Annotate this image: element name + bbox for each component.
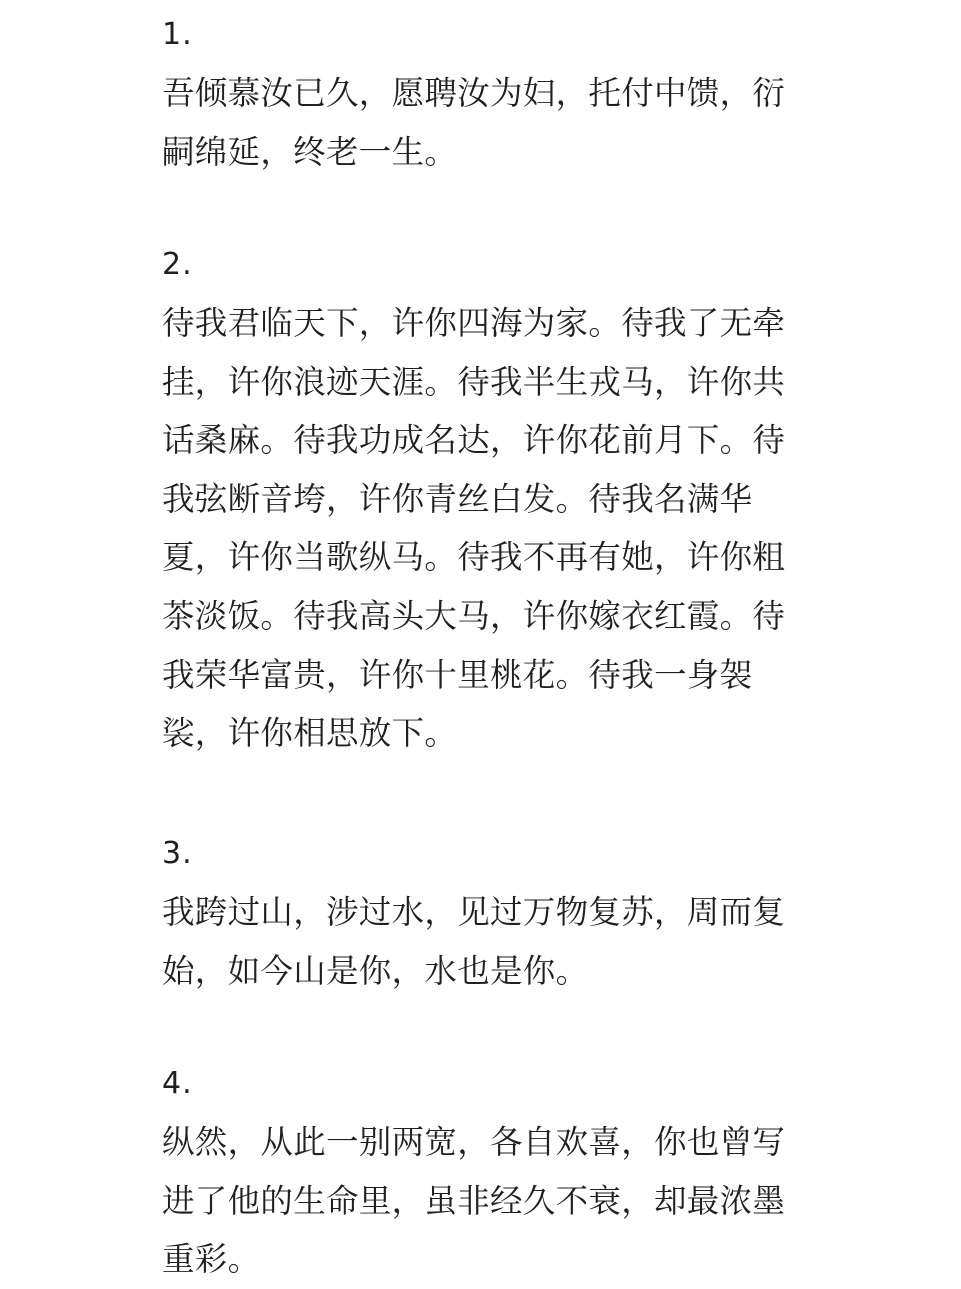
section-number: 2. — [162, 247, 193, 282]
section-text — [162, 64, 802, 181]
text-line: 话桑麻。待我功成名达，许你花前月下。待 — [162, 421, 786, 460]
text-line: 嗣绵延，终老一生。 — [162, 132, 458, 171]
text-line: 始，如今山是你，水也是你。 — [162, 951, 589, 990]
text-line: 我荣华富贵，许你十里桃花。待我一身袈 — [162, 655, 753, 694]
section-text — [162, 1113, 802, 1289]
section-text — [162, 883, 802, 1000]
text-line: 我跨过山，涉过水，见过万物复苏，周而复 — [162, 893, 786, 931]
text-line: 裟，许你相思放下。 — [162, 714, 458, 753]
section-text — [162, 294, 802, 763]
text-line: 纵然，从此一别两宽，各自欢喜，你也曾写 — [162, 1123, 786, 1161]
section-number: 3. — [162, 836, 193, 871]
section-3 — [162, 825, 802, 1000]
section-1 — [162, 6, 802, 181]
text-line: 挂，许你浪迹天涯。待我半生戎马，许你共 — [162, 362, 786, 401]
text-line: 待我君临天下，许你四海为家。待我了无牵 — [162, 304, 786, 342]
text-line: 吾倾慕汝已久，愿聘汝为妇，托付中馈，衍 — [162, 74, 786, 112]
section-number: 4. — [162, 1066, 193, 1101]
text-line: 夏，许你当歌纵马。待我不再有她，许你粗 — [162, 538, 786, 577]
text-line: 进了他的生命里，虽非经久不衰，却最浓墨 — [162, 1181, 786, 1220]
text-line: 重彩。 — [162, 1240, 261, 1279]
section-4 — [162, 1055, 802, 1289]
section-number: 1. — [162, 17, 193, 52]
text-line: 我弦断音垮，许你青丝白发。待我名满华 — [162, 479, 753, 518]
section-2 — [162, 236, 802, 763]
text-line: 茶淡饭。待我高头大马，许你嫁衣红霞。待 — [162, 596, 786, 635]
